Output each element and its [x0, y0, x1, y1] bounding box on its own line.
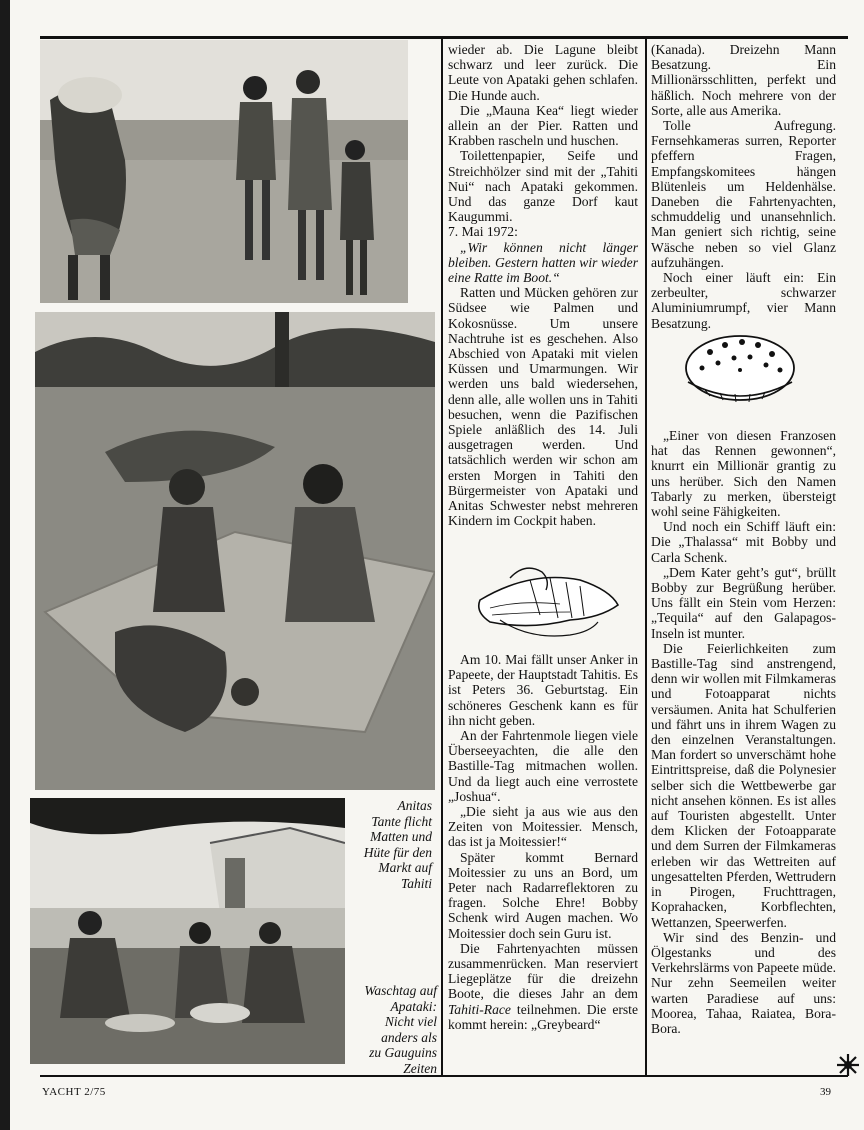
- paragraph: [448, 941, 638, 1032]
- page-number: 39: [820, 1086, 831, 1098]
- photo-beach-women: [40, 40, 408, 303]
- paragraph: „Die sieht ja aus wie aus den Zeiten von Moitessier. Mensch, das ist ja Moitessier!“: [448, 804, 638, 850]
- paragraph: Toilettenpapier, Seife und Streichhölzer sind mit der „Tahiti Nui“ nach Apataki gekommen. Und das ganze Dorf kaut Kaugummi.: [448, 148, 638, 225]
- top-rule: [40, 36, 848, 39]
- paragraph: Noch einer läuft ein: Ein zerbeulter, schwarzer Aluminiumrumpf, vier Mann Besatzung.: [651, 270, 836, 331]
- diary-quote: „Wir können nicht länger bleiben. Gestern hatten wir wieder eine Ratte im Boot.“: [448, 239, 638, 286]
- conch-shell-drawing: [470, 560, 620, 650]
- text-run: Die Fahrtenyachten müssen zusammenrücken. Man reserviert Liegeplätze für die dreizehn Boote, die dieses Jahr an dem: [448, 940, 638, 1002]
- caption-washing-day: Waschtag auf Apataki: Nicht viel anders als zu Gauguins Zeiten: [364, 983, 437, 1076]
- paragraph: Die Feierlichkeiten zum Bastille-Tag sind anstrengend, denn wir wollen mit Filmkameras und Fotoapparat nichts versäumen. Anita hat Schulferien und fährt uns in ihrem Wagen zu den einzelnen Veranstaltungen. Man fordert so unverschämt hohe Eintrittspreise, daß die Polynesier selber sich die Wettbewerbe gar nicht ansehen können. Es ist alles auf Touristen abgestellt. Unter dem Klicken der Fotoapparate und dem Surren der Filmkameras erleben wir das Wettreiten auf ungesattelten Pferden, Wettrudern in Pirogen, Fruchttragen, Koprahacken, Korbflechten, Wettanzen, Speerwerfen.: [651, 640, 836, 930]
- article-column-2-lower: [448, 652, 638, 1032]
- sunburst-logo-icon: [836, 1053, 860, 1077]
- caption-aunt-braiding: Anitas Tante flicht Matten und Hüte für den Markt auf Tahiti: [363, 798, 432, 891]
- photo-washing-day: [30, 798, 345, 1064]
- text-run: teilnehmen. Die erste kommt herein: „Greybeard“: [448, 1001, 638, 1032]
- paragraph: Tolle Aufregung. Fernsehkameras surren, Reporter pfeffern Fragen, Empfangskomitees hängen Blütenleis um Heldenhälse. Daneben die Fahrtenyachten, schmuddelig und unansehnlich. Man geniert sich richtig, seine Wäsche neben so viel Glanz aufzuhängen.: [651, 118, 836, 270]
- page-edge-bar: [0, 0, 10, 1130]
- paragraph: „Dem Kater geht’s gut“, brüllt Bobby zur Begrüßung herüber. Uns fällt ein Stein vom Herzen: „Tequila“ auf den Galapagos-Inseln ist munter.: [651, 564, 836, 641]
- column-rule-1: [441, 38, 443, 1076]
- cowrie-shell-drawing: [680, 330, 800, 415]
- race-name: Tahiti-Race: [448, 1001, 511, 1017]
- paragraph: Später kommt Bernard Moitessier zu uns an Bord, um Peter nach Radarreflektoren zu fragen. Solche Ehre! Bobby Schenk wird Augen machen. Wo Moitessier doch sein Guru ist.: [448, 849, 638, 941]
- paragraph: Und noch ein Schiff läuft ein: Die „Thalassa“ mit Bobby und Carla Schenk.: [651, 519, 836, 565]
- column-rule-2: [645, 38, 647, 1076]
- paragraph: An der Fahrtenmole liegen viele Überseeyachten, die alle den Bastille-Tag mitmachen wollen. Und da liegt auch eine verrostete „Joshua“.: [448, 728, 638, 804]
- photo-braiding-mats: [35, 312, 435, 790]
- paragraph: Am 10. Mai fällt unser Anker in Papeete, der Hauptstadt Tahitis. Es ist Peters 36. Geburtstag. Ein schöneres Geschenk kann es für ihn nicht geben.: [448, 652, 638, 728]
- paragraph: (Kanada). Dreizehn Mann Besatzung. Ein Millionärsschlitten, perfekt und häßlich. Noch mehrere von der Sorte, alle aus Amerika.: [651, 42, 836, 118]
- paragraph: Wir sind des Benzin- und Ölgestanks und des Verkehrslärms von Papeete müde. Nur zehn Seemeilen weiter warten Paradiese auf uns: Moorea, Tahaa, Raiatea, Bora-Bora.: [651, 929, 836, 1036]
- diary-date: 7. Mai 1972:: [448, 224, 518, 240]
- bottom-rule: [40, 1075, 848, 1077]
- article-column-3: [651, 42, 836, 331]
- article-column-2: [448, 42, 638, 529]
- paragraph: wieder ab. Die Lagune bleibt schwarz und leer zurück. Die Leute von Apataki gehen schlafen. Die Hunde auch.: [448, 42, 638, 103]
- paragraph: Die „Mauna Kea“ liegt wieder allein an der Pier. Ratten und Krabben rascheln und huschen.: [448, 102, 638, 149]
- article-column-3-lower: [651, 428, 836, 1036]
- magazine-issue: YACHT 2/75: [42, 1086, 106, 1098]
- paragraph: Ratten und Mücken gehören zur Südsee wie Palmen und Kokosnüsse. Um unsere Nachtruhe ist es geschehen. Also Abschied von Apataki mit vielen Küssen und Umarmungen. Wir werden uns bald wiedersehen, denn alle, alle wollen uns in Tahiti besuchen, wenn die Pazifischen Spiele anläßlich des 14. Juli ausgetragen werden. Und tatsächlich werden wir schon am ersten Morgen in Tahiti den Bürgermeister von Apataki und Anitas Schwester nebst mehreren Kindern im Cockpit haben.: [448, 285, 638, 529]
- paragraph: „Einer von diesen Franzosen hat das Rennen gewonnen“, knurrt ein Millionär grantig zu uns herüber. Sich den Namen Tabarly zu merken, übersteigt wohl seine Fähigkeiten.: [651, 428, 836, 520]
